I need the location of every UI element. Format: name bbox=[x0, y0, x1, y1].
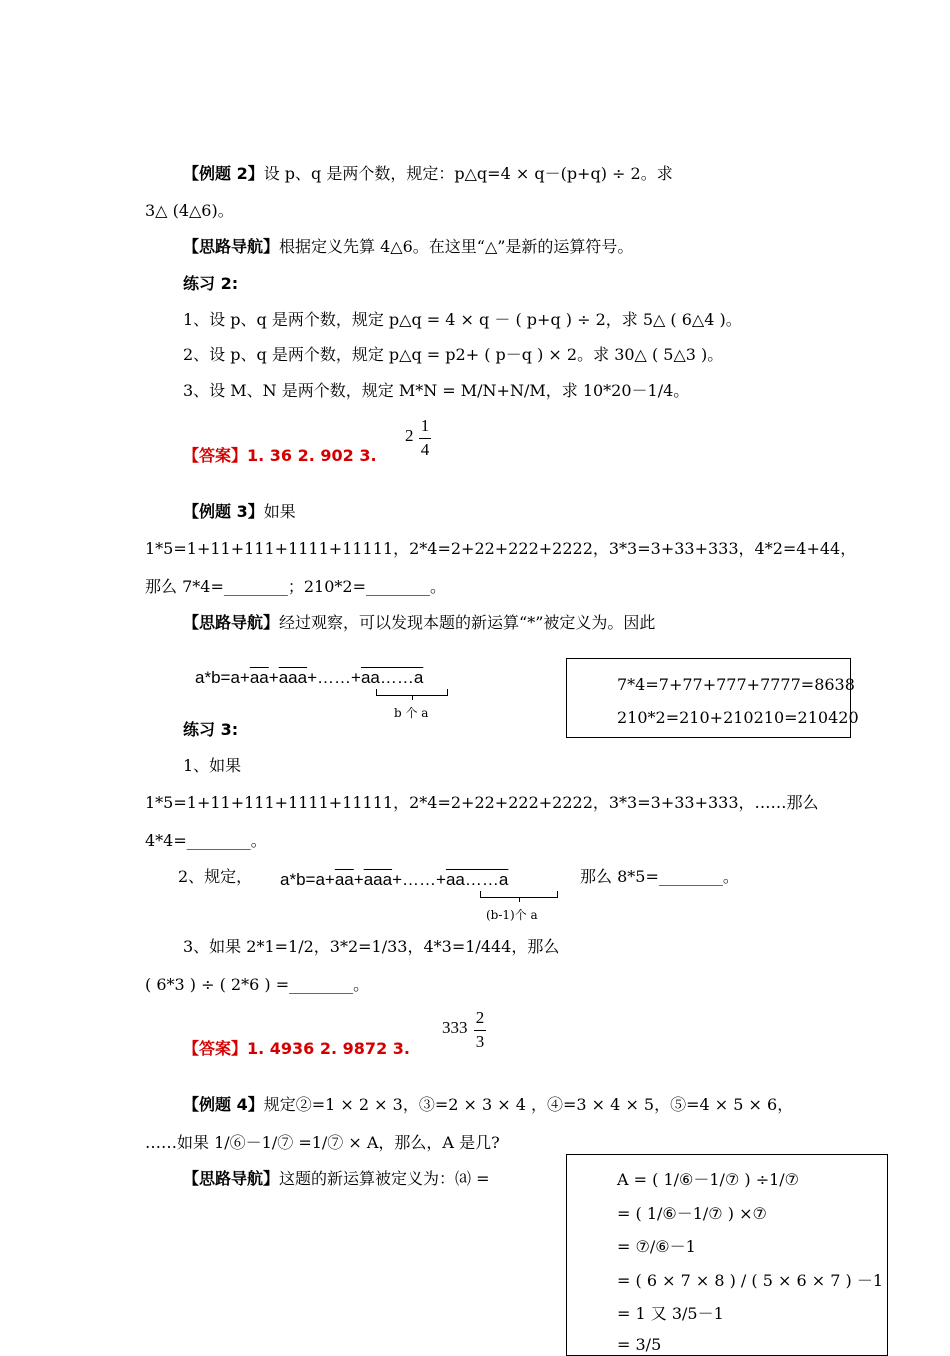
example-4-text: 规定②=1 × 2 × 3，③=2 × 3 × 4 ，④=3 × 4 × 5，⑤=4 × 5 × 6， bbox=[263, 1095, 794, 1114]
example-4-box-line-4: = ( 6 × 7 × 8 ) / ( 5 × 6 × 7 ) －1 bbox=[617, 1271, 884, 1290]
brace-tip bbox=[412, 695, 413, 700]
formula-plus: + bbox=[268, 668, 279, 687]
example-3-brace bbox=[376, 689, 448, 696]
formula-lead: a*b=a+ bbox=[280, 870, 335, 889]
example-3-title-text: 如果 bbox=[263, 502, 296, 521]
example-2-text: 设 p、q 是两个数，规定：p△q=4 × q－(p+q) ÷ 2。求 bbox=[263, 164, 673, 183]
practice-3-title: 练习 3: bbox=[183, 720, 239, 739]
formula-plus: + bbox=[353, 870, 364, 889]
example-2-line-1 bbox=[183, 163, 673, 185]
practice-2-question-2: 2、设 p、q 是两个数，规定 p△q = p2+ ( p－q ) × 2。求 30△ ( 5△3 )。 bbox=[183, 345, 724, 364]
brace-tip bbox=[519, 897, 520, 902]
example-3-title-line bbox=[183, 501, 296, 523]
hint-title: 【思路导航】 bbox=[183, 1169, 280, 1188]
practice-3-question-1b: 1*5=1+11+111+1111+11111，2*4=2+22+222+2222，3*3=3+33+333，……那么 bbox=[145, 793, 819, 812]
example-3-hint bbox=[183, 612, 655, 634]
formula-dots: +……+ bbox=[307, 668, 361, 687]
practice-2-question-3: 3、设 M、N 是两个数，规定 M*N = M/N+N/M，求 10*20－1/4。 bbox=[183, 381, 690, 400]
formula-aaa: $\overline{aaa}$ bbox=[278, 668, 308, 687]
practice-3-answer: 【答案】1. 4936 2. 9872 3. bbox=[183, 1039, 410, 1058]
example-4-box-line-5: = 1 又 3/5－1 bbox=[617, 1304, 724, 1323]
example-4-title: 【例题 4】 bbox=[183, 1095, 264, 1114]
fraction-numerator: 1 bbox=[420, 416, 430, 435]
practice-2-title: 练习 2: bbox=[183, 274, 239, 293]
example-4-box-line-3: = ⑦/⑥－1 bbox=[617, 1237, 696, 1256]
formula-last: aa……a bbox=[445, 870, 509, 889]
practice-3-question-2a: 2、规定， bbox=[178, 867, 253, 886]
fraction-bar bbox=[474, 1030, 486, 1031]
practice-2-answer: 【答案】1. 36 2. 902 3. bbox=[183, 446, 377, 465]
practice-3-question-3a: 3、如果 2*1=1/2，3*2=1/33，4*3=1/444，那么 bbox=[183, 937, 560, 956]
example-4-line-1 bbox=[183, 1094, 793, 1116]
fraction-numerator: 2 bbox=[475, 1008, 485, 1027]
fraction-whole: 2 bbox=[405, 426, 414, 445]
example-3-box-line-1: 7*4=7+77+777+7777=8638 bbox=[617, 675, 855, 694]
example-3-line-2: 那么 7*4=________；210*2=________。 bbox=[145, 577, 446, 596]
example-3-line-1: 1*5=1+11+111+1111+11111，2*4=2+22+222+2222，3*3=3+33+333，4*2=4+44， bbox=[145, 539, 857, 558]
example-4-box-line-2: = ( 1/⑥－1/⑦ ) ×⑦ bbox=[617, 1204, 767, 1223]
example-4-box-line-6: = 3/5 bbox=[617, 1335, 662, 1354]
example-3-formula bbox=[195, 668, 423, 688]
hint-text: 根据定义先算 4△6。在这里“△”是新的运算符号。 bbox=[279, 237, 634, 256]
practice-3-question-3b: ( 6*3 ) ÷ ( 2*6 ) =________。 bbox=[145, 975, 370, 994]
hint-text: 经过观察，可以发现本题的新运算“*”被定义为。因此 bbox=[279, 613, 656, 632]
example-2-hint bbox=[183, 236, 633, 258]
formula-dots: +……+ bbox=[392, 870, 446, 889]
formula-lead: a*b=a+ bbox=[195, 668, 250, 687]
practice-3-question-1c: 4*4=________。 bbox=[145, 831, 267, 850]
hint-title: 【思路导航】 bbox=[183, 613, 280, 632]
formula-last: aa……a bbox=[360, 668, 424, 687]
practice-3-answer-fraction bbox=[442, 1008, 502, 1058]
hint-title: 【思路导航】 bbox=[183, 237, 280, 256]
formula-aaa: $\overline{aaa}$ bbox=[363, 870, 393, 889]
practice-2-answer-fraction bbox=[405, 416, 445, 466]
fraction-denominator: 3 bbox=[475, 1032, 485, 1051]
formula-aa: $\overline{aa}$ bbox=[249, 668, 269, 687]
example-4-line-2: ……如果 1/⑥－1/⑦ =1/⑦ × A，那么，A 是几? bbox=[145, 1133, 500, 1152]
example-4-hint bbox=[183, 1168, 490, 1190]
fraction-denominator: 4 bbox=[420, 440, 430, 459]
practice-2-question-1: 1、设 p、q 是两个数，规定 p△q = 4 × q － ( p+q ) ÷ 2，求 5△ ( 6△4 )。 bbox=[183, 310, 742, 329]
practice-3-formula bbox=[280, 870, 508, 890]
example-4-box-line-1: A = ( 1/⑥－1/⑦ ) ÷1/⑦ bbox=[617, 1170, 800, 1189]
hint-text: 这题的新运算被定义为：⒜ = bbox=[279, 1169, 490, 1188]
fraction-bar bbox=[419, 438, 431, 439]
formula-aa: $\overline{aa}$ bbox=[334, 870, 354, 889]
practice-3-question-1a: 1、如果 bbox=[183, 756, 242, 775]
example-3-brace-label: b 个 a bbox=[394, 706, 429, 720]
example-3-title: 【例题 3】 bbox=[183, 502, 264, 521]
fraction-whole: 333 bbox=[442, 1018, 468, 1037]
example-2-title: 【例题 2】 bbox=[183, 164, 264, 183]
practice-3-question-2b: 那么 8*5=________。 bbox=[580, 867, 739, 886]
example-3-box-line-2: 210*2=210+210210=210420 bbox=[617, 708, 859, 727]
practice-3-brace bbox=[480, 891, 558, 898]
practice-3-brace-label: (b-1)个 a bbox=[486, 908, 538, 922]
example-2-line-2: 3△ (4△6)。 bbox=[145, 201, 234, 220]
